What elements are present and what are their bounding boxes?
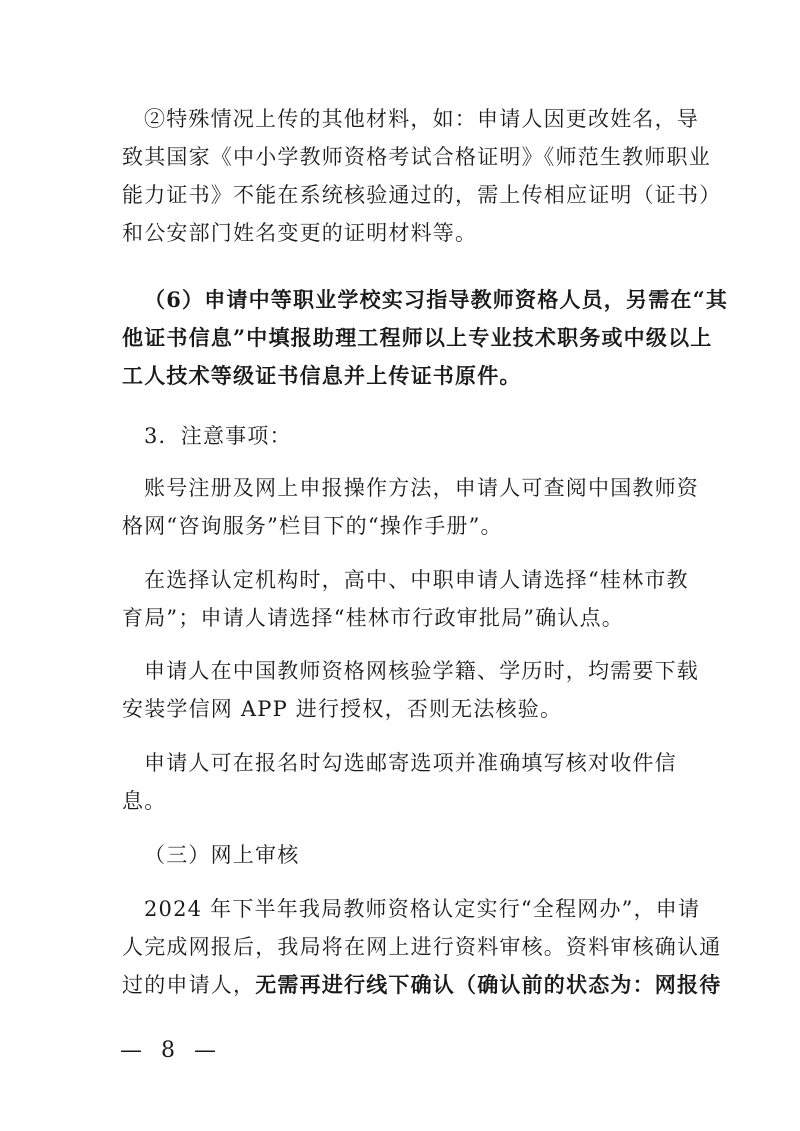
text-line: 在选择认定机构时，高中、中职申请人请选择“桂林市教	[144, 568, 689, 592]
paragraph-online-review	[122, 890, 722, 1004]
text-line: 2024 年下半年我局教师资格认定实行“全程网办”，申请	[144, 897, 701, 921]
text-line: 安装学信网 APP 进行授权，否则无法核验。	[122, 697, 563, 721]
text-line: 3．注意事项：	[144, 424, 292, 448]
paragraph-choose-authority	[122, 561, 689, 637]
paragraph-vocational-instructor	[122, 281, 729, 395]
text-line: 能力证书》不能在系统核验通过的，需上传相应证明（证书）	[122, 183, 722, 207]
text-line: 育局”；申请人请选择“桂林市行政审批局”确认点。	[122, 606, 625, 630]
heading-online-review	[122, 836, 682, 874]
text-line: 工人技术等级证书信息并上传证书原件。	[122, 363, 522, 388]
text-line: （6）申请中等职业学校实习指导教师资格人员，另需在“其	[144, 287, 729, 312]
heading-notes	[122, 417, 682, 455]
text-line: 他证书信息”中填报助理工程师以上专业技术职务或中级以上	[122, 325, 713, 350]
paragraph-mailing-option	[122, 744, 682, 820]
text-plain: 过的申请人，	[122, 973, 256, 997]
text-line: 致其国家《中小学教师资格考试合格证明》《师范生教师职业	[122, 145, 711, 169]
text-line: 账号注册及网上申报操作方法，申请人可查阅中国教师资	[144, 476, 699, 500]
text-bold: 无需再进行线下确认（确认前的状态为：网报待	[255, 972, 722, 997]
page-number: — 8 —	[120, 1038, 222, 1063]
text-line: 息。	[122, 789, 167, 813]
paragraph-verify-education	[122, 652, 699, 728]
text-line: 格网“咨询服务”栏目下的“操作手册”。	[122, 514, 503, 538]
text-line: 和公安部门姓名变更的证明材料等。	[122, 221, 478, 245]
paragraph-account-registration	[122, 469, 699, 545]
paragraph-special-materials	[122, 100, 722, 252]
text-line: （三）网上审核	[144, 843, 300, 867]
text-line: ②特殊情况上传的其他材料，如：申请人因更改姓名，导	[144, 107, 699, 131]
text-line-mixed	[122, 966, 722, 1004]
text-line: 申请人在中国教师资格网核验学籍、学历时，均需要下载	[144, 659, 699, 683]
text-line: 人完成网报后，我局将在网上进行资料审核。资料审核确认通	[122, 935, 722, 959]
text-line: 申请人可在报名时勾选邮寄选项并准确填写核对收件信	[144, 751, 677, 775]
